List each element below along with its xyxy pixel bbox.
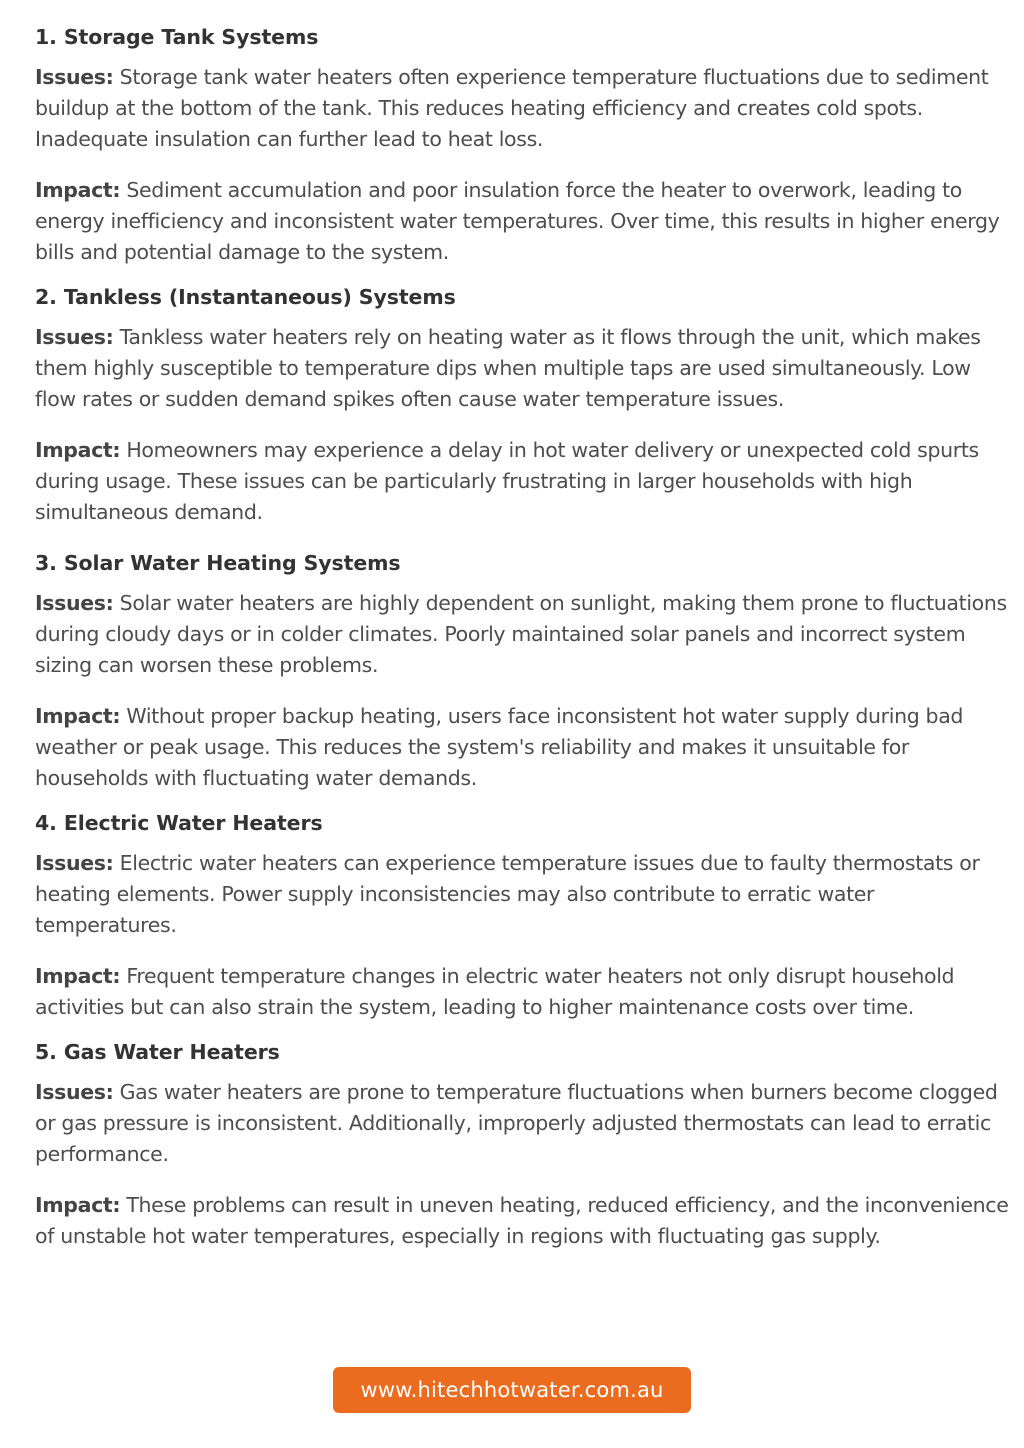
impact-label: Impact:	[35, 1193, 121, 1217]
website-link-button[interactable]: www.hitechhotwater.com.au	[333, 1367, 691, 1413]
issues-text: Storage tank water heaters often experience temperature fluctuations due to sediment buildup at the bottom of the tank. This reduces heating efficiency and creates cold spots. Inadequate insulation can further lead to heat loss.	[35, 65, 989, 151]
section-title: 3. Solar Water Heating Systems	[35, 551, 401, 575]
impact-label: Impact:	[35, 964, 121, 988]
section-electric	[35, 808, 1010, 1023]
issues-label: Issues:	[35, 851, 114, 875]
issues-label: Issues:	[35, 65, 114, 89]
issues-label: Issues:	[35, 591, 114, 615]
section-storage-tank	[35, 22, 1010, 268]
section-gas	[35, 1037, 1010, 1252]
section-title: 1. Storage Tank Systems	[35, 25, 319, 49]
section-title: 5. Gas Water Heaters	[35, 1040, 280, 1064]
issues-text: Electric water heaters can experience temperature issues due to faulty thermostats or heating elements. Power supply inconsistencies may also contribute to erratic water temperatures.	[35, 851, 980, 937]
issues-paragraph	[35, 588, 1010, 681]
impact-text: Frequent temperature changes in electric water heaters not only disrupt household activities but can also strain the system, leading to higher maintenance costs over time.	[35, 964, 955, 1019]
issues-paragraph	[35, 62, 1010, 155]
issues-paragraph	[35, 848, 1010, 941]
impact-label: Impact:	[35, 704, 121, 728]
issues-label: Issues:	[35, 1080, 114, 1104]
section-title: 4. Electric Water Heaters	[35, 811, 323, 835]
impact-paragraph	[35, 175, 1010, 268]
article-body	[35, 22, 1010, 1266]
issues-paragraph	[35, 322, 1010, 415]
section-title: 2. Tankless (Instantaneous) Systems	[35, 285, 456, 309]
section-solar	[35, 548, 1010, 794]
issues-paragraph	[35, 1077, 1010, 1170]
impact-label: Impact:	[35, 438, 121, 462]
impact-paragraph	[35, 961, 1010, 1023]
impact-paragraph	[35, 435, 1010, 528]
section-tankless	[35, 282, 1010, 528]
impact-paragraph	[35, 1190, 1010, 1252]
issues-label: Issues:	[35, 325, 114, 349]
impact-label: Impact:	[35, 178, 121, 202]
impact-text: Homeowners may experience a delay in hot water delivery or unexpected cold spurts during usage. These issues can be particularly frustrating in larger households with high simultaneous demand.	[35, 438, 979, 524]
impact-text: Without proper backup heating, users face inconsistent hot water supply during bad weather or peak usage. This reduces the system's reliability and makes it unsuitable for households with fluctuating water demands.	[35, 704, 964, 790]
issues-text: Solar water heaters are highly dependent on sunlight, making them prone to fluctuations during cloudy days or in colder climates. Poorly maintained solar panels and incorrect system sizing can worsen these problems.	[35, 591, 1007, 677]
impact-paragraph	[35, 701, 1010, 794]
issues-text: Gas water heaters are prone to temperature fluctuations when burners become clogged or gas pressure is inconsistent. Additionally, improperly adjusted thermostats can lead to erratic performance.	[35, 1080, 998, 1166]
impact-text: Sediment accumulation and poor insulation force the heater to overwork, leading to energy inefficiency and inconsistent water temperatures. Over time, this results in higher energy bills and potential damage to the system.	[35, 178, 1000, 264]
issues-text: Tankless water heaters rely on heating water as it flows through the unit, which makes them highly susceptible to temperature dips when multiple taps are used simultaneously. Low flow rates or sudden demand spikes often cause water temperature issues.	[35, 325, 981, 411]
impact-text: These problems can result in uneven heating, reduced efficiency, and the inconvenience of unstable hot water temperatures, especially in regions with fluctuating gas supply.	[35, 1193, 1009, 1248]
